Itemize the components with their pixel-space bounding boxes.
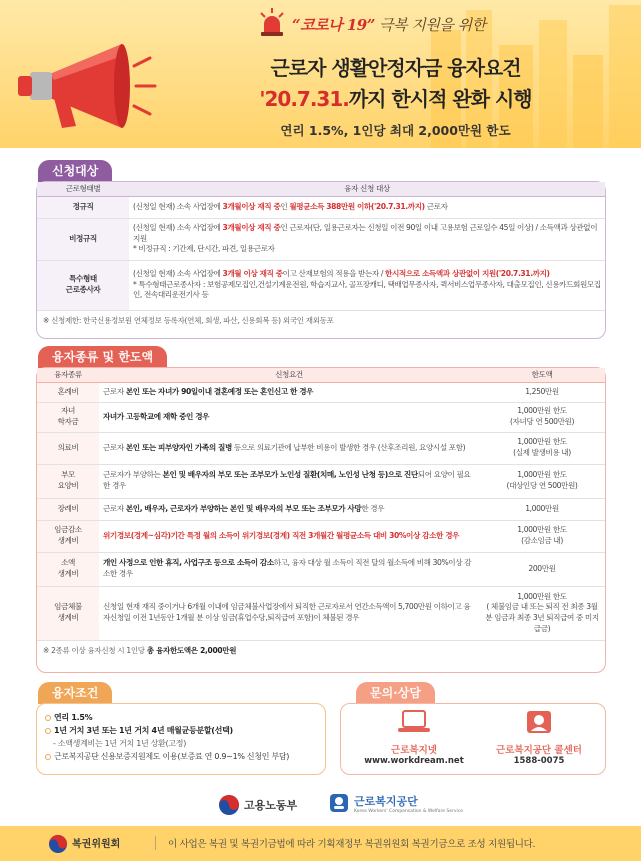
limit-line: 1,000만원 한도 [517, 437, 567, 447]
condition-text: 연리 1.5% [54, 713, 93, 722]
bullet-icon [45, 728, 51, 734]
header-title-date: '20.7.31. [259, 87, 349, 111]
table-cell-requirement [99, 520, 479, 552]
table-cell-limit [479, 402, 605, 432]
table-row [37, 552, 605, 586]
note-bold: 총 융자한도액은 2,000만원 [146, 645, 237, 655]
footer-divider [155, 836, 156, 850]
category-line: 특수형태 [69, 274, 97, 284]
limit-line: (자녀당 연 500만원) [509, 417, 575, 426]
detail-text: (신청일 현재) 소속 사업장에 [133, 201, 223, 211]
table-header-cell: 신청요건 [99, 368, 479, 382]
table-cell-category: 소액 생계비 [37, 552, 99, 586]
agency-text [354, 793, 463, 814]
table-header-cell: 융자종류 [37, 368, 99, 382]
table-cell-requirement [99, 464, 479, 498]
header-title-line1: 근로자 생활안정자금 융자요건 [270, 56, 521, 80]
note-text: ※ 2종류 이상 융자신청 시 1인당 [43, 645, 147, 655]
detail-highlight: 3개월이상 재직 중 [222, 201, 281, 211]
table-cell-category: 정규직 [37, 196, 129, 218]
detail-text: 근로자 [424, 201, 448, 211]
laptop-icon [397, 710, 431, 734]
table-header-cell: 융자 신청 대상 [129, 182, 605, 196]
footer-text: 이 사업은 복권 및 복권기금법에 따라 기획재정부 복권위원회 복권기금으로 조성 지원됩니다. [168, 839, 536, 850]
table-cell-category: 의료비 [37, 432, 99, 464]
contact-web-url[interactable]: www.workdream.net [364, 756, 464, 766]
table-row [37, 382, 605, 402]
req-text: 하고, 융자 대상 월 소득이 직전 달의 월소득에 비해 30%이상 감소한 경우 [103, 558, 472, 578]
taegeuk-icon [218, 794, 240, 816]
loan-types-table [37, 368, 605, 641]
list-item [45, 725, 317, 736]
req-bold: 개인 사정으로 인한 휴직, 사업구조 등으로 소득이 감소 [103, 558, 274, 568]
header-description: 연리 1.5%, 1인당 최대 2,000만원 한도 [280, 123, 511, 138]
table-cell-requirement [99, 382, 479, 402]
condition-text: 1년 거치 3년 또는 1년 거치 4년 매월균등분할(선택) [54, 726, 233, 735]
req-highlight: 위기경보(경계~심각)기간 특정 월의 소득이 위기경보(경계) 직전 3개월간 월평균소득 대비 30%이상 감소한 경우 [103, 530, 460, 540]
detail-text: (신청일 현재) 소속 사업장에 [133, 223, 223, 233]
table-cell-requirement [99, 498, 479, 520]
detail-text: 인 근로자(단, 일용근로자는 신청일 이전 90일 이내 고용보험 근로일수 45일 이상) / 소득액과 상관없이 지원 [133, 223, 598, 243]
table-row [37, 586, 605, 640]
agency-emblem-icon [328, 792, 350, 814]
limit-line: ( 체불임금 내 또는 퇴직 전 최종 3월분 임금과 최종 3년 퇴직급여 중 미지급금) [485, 602, 599, 633]
limit-line: 1,000만원 한도 [517, 591, 567, 601]
contact-web[interactable] [359, 710, 469, 766]
loan-conditions-panel [36, 703, 326, 775]
detail-highlight: 3개월이상 재직 중 [222, 223, 281, 233]
agency-name: 근로복지공단 [354, 794, 418, 808]
eligibility-table [37, 182, 605, 311]
req-bold: 자녀가 고등학교에 재학 중인 경우 [103, 411, 210, 421]
req-text: 근로자가 부양하는 [103, 470, 163, 480]
list-item: - 소액생계비는 1년 거치 1년 상환(고정) [53, 739, 187, 748]
table-cell-category: 혼례비 [37, 382, 99, 402]
agency-logo [328, 792, 463, 814]
bullet-icon [45, 715, 51, 721]
table-cell-category: 장례비 [37, 498, 99, 520]
contact-web-label: 근로복지넷 [391, 745, 437, 756]
table-cell-limit [479, 432, 605, 464]
req-text: 등으로 의료기관에 납부한 비용이 발생한 경우 (산후조리원, 요양시설 포함) [231, 442, 466, 452]
table-cell-detail [129, 218, 605, 260]
table-cell-limit: 1,000만원 [479, 498, 605, 520]
detail-highlight: 한시적으로 소득액과 상관없이 지원('20.7.31.까지) [385, 269, 550, 279]
table-cell-category: 임금체불 생계비 [37, 586, 99, 640]
table-cell-requirement: 신청일 현재 재직 중이거나 6개월 이내에 임금체불사업장에서 퇴직한 근로자로서 연간소득액이 5,700만원 이하이고 융자신청일 이전 1년동안 1개월 분 이상 임금(휴업수당,퇴직급여 포함)이 체불된 경우 [99, 586, 479, 640]
table-row [37, 218, 605, 260]
req-bold: 본인 및 배우자의 부모 또는 조부모가 노인성 질환(치매, 노인성 난청 등)으로 진단 [162, 470, 418, 480]
logo-bar [0, 790, 641, 820]
footer-bar [0, 826, 641, 861]
contact-call[interactable] [477, 710, 601, 766]
limit-line: 1,000만원 한도 [517, 470, 567, 480]
section-tab-loan-conditions: 융자조건 [38, 682, 112, 704]
list-item [45, 751, 317, 762]
limit-line: (대상인당 연 500만원) [506, 481, 578, 490]
header-subtitle-rest: 극복 지원을 위한 [374, 16, 486, 34]
loan-types-panel [36, 367, 606, 673]
bullet-icon [45, 754, 51, 760]
table-cell-limit: 1,250만원 [479, 382, 605, 402]
table-cell-category: 부모 요양비 [37, 464, 99, 498]
req-text: 근로자 [103, 503, 126, 513]
limit-line: (감소임금 내) [521, 536, 563, 545]
req-text: 근로자 [103, 386, 126, 396]
table-cell-detail [129, 196, 605, 218]
eligibility-panel [36, 181, 606, 339]
table-header-row [37, 368, 605, 382]
header-subtitle [292, 14, 486, 35]
table-cell-limit [479, 586, 605, 640]
detail-text: 인 [280, 201, 290, 211]
category-line: 근로종사자 [65, 285, 101, 294]
section-tab-contact: 문의·상담 [356, 682, 435, 704]
table-cell-limit [479, 520, 605, 552]
section-tab-eligibility: 신청대상 [38, 160, 112, 182]
table-row [37, 498, 605, 520]
loan-conditions-list [37, 704, 325, 770]
detail-note: * 특수형태근로종사자 : 보험공제모집인,건설기계운전원, 학습지교사, 골프장캐디, 택배업무종사자, 퀵서비스업무종사자, 대출모집인, 신용카드회원모집인, 전속대리운전기사 등 [133, 279, 601, 300]
req-text: 근로자 [103, 442, 126, 452]
eligibility-note: ※ 신청제한: 한국신용정보원 연체정보 등록자(연체, 회생, 파산, 신용회복 등) 외국인 재외동포 [43, 315, 334, 325]
req-bold: 본인, 배우자, 근로자가 부양하는 본인 및 배우자의 부모 또는 조부모가 사망 [125, 503, 362, 513]
detail-text: (신청일 현재) 소속 사업장에 [133, 269, 223, 279]
table-cell-requirement [99, 552, 479, 586]
table-cell-limit [479, 464, 605, 498]
contact-call-label: 근로복지공단 콜센터 [496, 745, 582, 756]
table-header-row [37, 182, 605, 196]
lottery-commission-icon [48, 834, 68, 854]
table-cell-requirement [99, 402, 479, 432]
limit-line: 1,000만원 한도 [517, 525, 567, 535]
table-cell-category: 비정규직 [37, 218, 129, 260]
ministry-name: 고용노동부 [244, 799, 298, 812]
table-row [37, 196, 605, 218]
contact-panel [340, 703, 606, 775]
req-text: 되어 요양이 필요한 경우 [103, 470, 471, 490]
table-row [37, 464, 605, 498]
table-row [37, 260, 605, 310]
header-subtitle-highlight: “코로나 19” [292, 16, 375, 34]
limit-line: 1,000만원 한도 [517, 406, 567, 416]
detail-highlight: 월평균소득 388만원 이하('20.7.31.까지) [289, 201, 425, 211]
header-title-line2-rest: 까지 한시적 완화 시행 [348, 87, 532, 111]
header-banner [0, 0, 641, 148]
table-row [37, 402, 605, 432]
table-cell-category [37, 260, 129, 310]
table-cell-limit: 200만원 [479, 552, 605, 586]
req-bold: 본인 또는 피부양자인 가족의 질병 [125, 442, 232, 452]
list-item [45, 712, 317, 723]
detail-note: * 비정규직 : 기간제, 단시간, 파견, 일용근로자 [133, 244, 275, 254]
req-bold: 본인 또는 자녀가 90일이내 결혼예정 또는 혼인신고 한 경우 [125, 386, 314, 396]
detail-highlight: 3개월 이상 재직 중 [222, 269, 283, 279]
header-title-line2 [0, 83, 641, 112]
agency-name-en: Korea Workers' Compensation & Welfare Service [354, 808, 464, 814]
table-header-cell: 한도액 [479, 368, 605, 382]
ministry-logo [218, 794, 297, 816]
table-row [37, 432, 605, 464]
detail-text: 이고 산재보험의 적용을 받는자 / [282, 269, 386, 279]
condition-text: 근로복지공단 신용보증지원제도 이용(보증료 연 0.9~1% 신청인 부담) [54, 752, 290, 761]
call-center-icon [524, 710, 554, 734]
section-tab-loan-types: 융자종류 및 한도액 [38, 346, 167, 368]
table-cell-category: 임금감소 생계비 [37, 520, 99, 552]
footer-org: 복권위원회 [72, 839, 121, 850]
req-text: 한 경우 [361, 503, 385, 513]
table-header-cell: 근로형태별 [37, 182, 129, 196]
table-cell-requirement [99, 432, 479, 464]
table-cell-detail [129, 260, 605, 310]
limit-line: (실제 발생비용 내) [513, 448, 571, 457]
contact-call-number[interactable]: 1588-0075 [513, 756, 565, 766]
table-cell-category: 자녀 학자금 [37, 402, 99, 432]
siren-icon [258, 8, 286, 38]
table-row [37, 520, 605, 552]
loan-total-note [37, 641, 605, 660]
